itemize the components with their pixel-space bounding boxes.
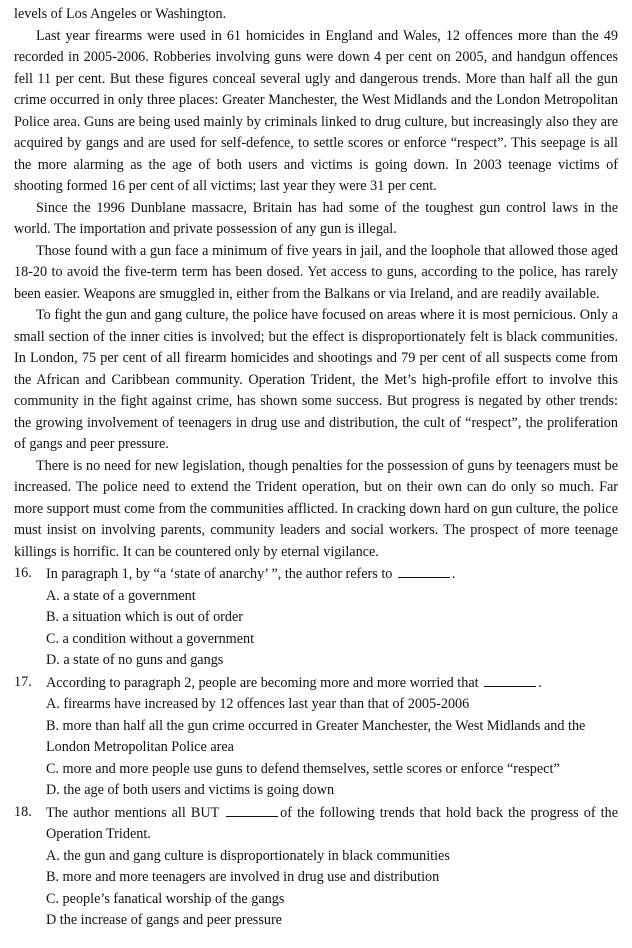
answer-blank bbox=[398, 563, 450, 578]
question-17 bbox=[14, 672, 618, 802]
option-d: D. a state of no guns and gangs bbox=[46, 652, 224, 668]
passage-paragraph-firearm-statistics: Last year firearms were used in 61 homicides in England and Wales, 12 offences more than the 49 recorded in 2005-2006. Robberies involving guns were down 4 per cent on 2005, and handgun offences fell 11 per cent. But these figures conceal several ugly and dangerous trends. More than half all the gun crime occurred in only three places: Greater Manchester, the West Midlands and the London Metropolitan Police area. Guns are being used mainly by criminals linked to drug culture, but increasingly also they are acquired by gangs and are used for self-defence, to settle scores or enforce “respect”. This seepage is all the more alarming as the age of both users and victims is going down. In 2003 teenage victims of shooting formed 16 per cent of all victims; last year they were 31 per cent. bbox=[14, 27, 618, 194]
question-16 bbox=[14, 563, 618, 672]
question-stem-end: . bbox=[451, 566, 456, 582]
option-a: A. firearms have increased by 12 offences last year than that of 2005-2006 bbox=[46, 696, 470, 712]
question-stem-text: In paragraph 1, by “a ‘state of anarchy’ ”, the author refers to bbox=[46, 566, 393, 582]
question-number: 18. bbox=[14, 803, 32, 820]
question-stem bbox=[14, 672, 618, 695]
option-b: B. more and more teenagers are involved in drug use and distribution bbox=[46, 869, 440, 885]
passage-paragraph-gun-control-laws: Since the 1996 Dunblane massacre, Britain has had some of the toughest gun control laws in the world. The importation and private possession of any gun is illegal. bbox=[14, 199, 618, 237]
option-c: C. people’s fanatical worship of the gangs bbox=[46, 890, 285, 907]
option-b: B. a situation which is out of order bbox=[46, 609, 244, 625]
option-b: B. more than half all the gun crime occurred in Greater Manchester, the West Midlands and the London Metropolitan Police area bbox=[46, 717, 586, 755]
question-number: 16. bbox=[14, 565, 32, 581]
question-stem-text: According to paragraph 2, people are becoming more and more worried that bbox=[46, 674, 479, 691]
option-d: D the increase of gangs and peer pressure bbox=[46, 912, 282, 928]
option-c: C. more and more people use guns to defend themselves, settle scores or enforce “respect” bbox=[46, 760, 560, 777]
question-stem-text: The author mentions all BUT bbox=[46, 804, 220, 821]
answer-blank bbox=[226, 802, 278, 817]
passage-paragraph-conclusion: There is no need for new legislation, though penalties for the possession of guns by teenagers must be increased. The police need to extend the Trident operation, but on their own can do only so much. Far more support must come from the communities afflicted. In cracking down hard on gun culture, the police must insist on involving parents, community leaders and social workers. The prospect of more teenage killings is horrific. It can be countered only by eternal vigilance. bbox=[14, 457, 618, 560]
passage-paragraph-police-focus: To fight the gun and gang culture, the police have focused on areas where it is most pernicious. Only a small section of the inner cities is involved; but the effect is disproportionately felt is black communities. In London, 75 per cent of all firearm homicides and shootings and 79 per cent of all suspects come from the African and Caribbean community. Operation Trident, the Met’s high-profile effort to involve this community in the fight against crime, has shown some success. But progress is negated by other trends: the growing involvement of teenagers in drug use and distribution, the cult of “respect”, the proliferation of gangs and peer pressure. bbox=[14, 307, 618, 452]
option-a: A. the gun and gang culture is disproportionately in black communities bbox=[46, 847, 450, 864]
question-stem bbox=[14, 563, 618, 586]
question-number: 17. bbox=[14, 673, 32, 690]
passage-paragraph-access-to-guns: Those found with a gun face a minimum of five years in jail, and the loophole that allowed those aged 18-20 to avoid the five-term term has been dosed. Yet access to guns, according to the police, has rarely been easier. Weapons are smuggled in, either from the Balkans or via Ireland, and are readily available. bbox=[14, 242, 618, 302]
option-list bbox=[14, 586, 618, 672]
answer-blank bbox=[484, 672, 536, 687]
option-a: A. a state of a government bbox=[46, 587, 196, 604]
question-stem-end: . bbox=[538, 674, 542, 691]
option-c: C. a condition without a government bbox=[46, 630, 255, 647]
option-list bbox=[14, 846, 618, 932]
option-d: D. the age of both users and victims is going down bbox=[46, 782, 335, 798]
question-stem-end: of the following trends that hold back the progress of the Operation Trident. bbox=[46, 804, 619, 842]
option-list bbox=[14, 694, 618, 802]
question-stem bbox=[14, 802, 618, 846]
question-18 bbox=[14, 802, 618, 932]
passage-paragraph-continued: levels of Los Angeles or Washington. bbox=[14, 6, 227, 22]
